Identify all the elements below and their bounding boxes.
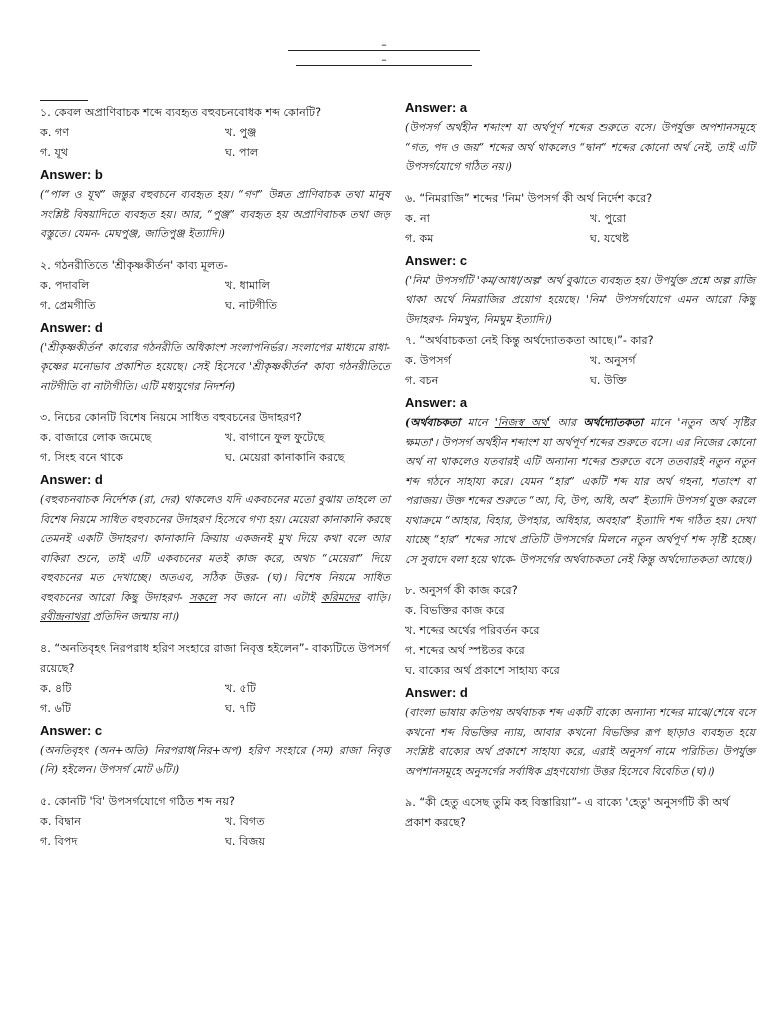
question-text: ৬. “নিমরাজি” শব্দের 'নিম' উপসর্গ কী অর্থ নির্দেশ করে? xyxy=(405,191,653,205)
option: ঘ. বিজয় xyxy=(225,834,266,848)
option: খ. অনুসর্গ xyxy=(590,354,636,367)
option: ঘ. পাল xyxy=(225,146,259,159)
options-grid xyxy=(405,351,755,391)
explanation xyxy=(40,490,390,627)
option: ক. বিদ্বান xyxy=(40,814,81,828)
underlined-phrase: 'নিজস্ব অর্থ' xyxy=(494,416,551,429)
explanation xyxy=(405,413,755,569)
question-block xyxy=(405,581,755,781)
option: গ. সিংহ বনে থাকে xyxy=(40,451,124,464)
question-text: ১. কেবল অপ্রাণিবাচক শব্দে ব্যবহৃত বহুবচনবোধক শব্দ কোনটি? xyxy=(40,106,322,119)
option: ঘ. যথেষ্ট xyxy=(590,231,629,245)
explanation: (উপসর্গ অর্থহীন শব্দাংশ যা অর্থপূর্ণ শব্দের শুরুতে বসে। উপর্যুক্ত অপশানসমূহে “গত, পদ ও জয়” শব্দের অর্থ থাকলেও “দ্বান” শব্দের কোনো অর্থ নেই, তাই এটি উপসর্গযোগে গঠিত নয়।) xyxy=(405,121,755,173)
option: খ. শব্দের অর্থের পরিবর্তন করে xyxy=(405,624,540,637)
explanation: ('নিম' উপসর্গটি 'কম/আধা/অল্প' অর্থ বুঝাতে ব্যবহৃত হয়। উপর্যুক্ত প্রশ্নে অল্প রাজি থাকা অর্থে নিমরাজির প্রয়োগ হয়েছে। 'নিম' উপসর্গযোগে এমন আরো কিছু উদাহরণ- নিমখুন, নিমঘুম ইত্যাদি।) xyxy=(405,273,755,326)
option: খ. পুঞ্জ xyxy=(225,126,257,139)
header-dash: – xyxy=(381,38,387,51)
option: ঘ. মেয়েরা কানাকানি করছে xyxy=(225,451,345,464)
answer-label: Answer: d xyxy=(40,319,103,335)
answer-label: Answer: d xyxy=(40,472,103,487)
bold-term: (অর্থবাচকতা xyxy=(405,416,461,429)
underlined-word: সকলে xyxy=(189,590,217,604)
option: গ. ৬টি xyxy=(40,701,72,715)
options-grid xyxy=(40,812,390,852)
question-text: ৪. “অনতিবৃহৎ নিরপরাধ হরিণ সংহারে রাজা নিবৃত্ত হইলেন”- বাক্যটিতে উপসর্গ রয়েছে? xyxy=(40,641,390,675)
option: গ. বচন xyxy=(405,374,439,387)
option: ঘ. উক্তি xyxy=(590,374,627,387)
page-header xyxy=(288,40,480,66)
left-column xyxy=(40,100,390,852)
question-block xyxy=(40,792,390,852)
question-block xyxy=(405,331,755,569)
question-text: ৩. নিচের কোনটি বিশেষ নিয়মে সাধিত বহুবচনের উদাহরণ? xyxy=(40,411,302,424)
option: ক. পদাবলি xyxy=(40,278,90,292)
answer-label: Answer: b xyxy=(40,167,103,182)
options-list xyxy=(405,601,755,681)
question-block xyxy=(40,408,390,627)
option: গ. প্রেমগীতি xyxy=(40,298,96,312)
option: ক. বাজারে লোক জমেছে xyxy=(40,431,152,444)
answer-label: Answer: d xyxy=(405,685,468,700)
options-grid xyxy=(40,276,390,316)
explanation-part: মানে 'নতুন অর্থ সৃষ্টির ক্ষমতা'। উপসর্গ অর্থহীন শব্দাংশ যা অর্থপূর্ণ শব্দের শুরুতে বসে। এর নিজের কোনো অর্থ না থাকলেও যতবারই এটি অন্যান্য শব্দের শুরুতে বসে ততবারই নতুন নতুন শব্দ গঠনে সাহায্য করে। যেমন “হার” একটি শব্দ যার অর্থ গহনা, শতাংশ বা পরাজয়। উক্ত শব্দের শুরুতে “আ, বি, উপ, অধি, অব” ইত্যাদি উপসর্গ যুক্ত করলে যথাক্রমে “আহার, বিহার, উপহার, অধিহার, অবহার” ইত্যাদি শব্দ গঠিত হয়। দেখা যাচ্ছে “হার” শব্দের সাথে প্রতিটি উপসর্গের মিলনে নতুন অর্থপূর্ণ শব্দ সৃষ্টি হচ্ছে। সে সুবাদে বলা হয়ে থাকে- উপসর্গের অর্থবাচকতা নেই কিন্তু অর্থদ্যোতকতা আছে।) xyxy=(405,416,755,566)
divider xyxy=(40,100,88,101)
option: খ. বিগত xyxy=(225,814,265,828)
header-dash: – xyxy=(381,53,387,66)
option: ঘ. নাটগীতি xyxy=(225,298,278,312)
explanation-part: বাড়ি। xyxy=(359,590,391,604)
option: ঘ. বাক্যের অর্থ প্রকাশে সাহায্য করে xyxy=(405,664,560,677)
question-text: ২. গঠনরীতিতে 'শ্রীকৃষ্ণকীর্তন' কাব্য মূলত- xyxy=(40,258,228,272)
options-grid xyxy=(405,209,755,249)
answer-label: Answer: a xyxy=(405,100,468,115)
explanation: (বাংলা ভাষায় কতিপয় অর্থবাচক শব্দ একটি বাক্যে অন্যান্য শব্দের মাঝে/শেষে বসে কখনো শব্দ বিভক্তির ন্যায়, আবার কখনো বিভক্তির রূপ ছাড়াও ব্যবহৃত হয়ে সংশ্লিষ্ট বাক্যের অর্থ প্রকাশে সাহায্য করে, এরাই অনুসর্গ নামে পরিচিত। উপর্যুক্ত অপশানসমূহে অনুসর্গের সর্বাধিক গ্রহণযোগ্য উত্তর হিসেবে বিবেচিত (ঘ)।) xyxy=(405,706,755,778)
question-text: ৭. “অর্থবাচকতা নেই কিন্তু অর্থদ্যোতকতা আছে।”- কার? xyxy=(405,334,654,347)
answer-label: Answer: c xyxy=(40,722,103,738)
option: খ. বাগানে ফুল ফুটেছে xyxy=(225,431,325,444)
answer-label: Answer: c xyxy=(405,252,468,268)
explanation-part: সব জানে না। এটাই xyxy=(216,590,322,604)
option: ক. ৪টি xyxy=(40,681,72,695)
option: খ. ধামালি xyxy=(225,278,270,292)
underlined-word: করিমদের xyxy=(321,590,360,604)
option: ক. উপসর্গ xyxy=(405,354,451,367)
option: গ. বিপদ xyxy=(40,834,78,848)
answer-block xyxy=(405,98,755,177)
option: গ. যূথ xyxy=(40,146,69,159)
option: খ. ৫টি xyxy=(225,681,257,695)
question-text: ৫. কোনটি 'বি' উপসর্গযোগে গঠিত শব্দ নয়? xyxy=(40,794,235,808)
question-block xyxy=(40,256,390,397)
option: ঘ. ৭টি xyxy=(225,701,256,715)
option: গ. কম xyxy=(405,231,434,245)
explanation-part: প্রতিদিন জন্মায় না।) xyxy=(89,610,180,623)
option: ক. না xyxy=(405,211,430,225)
explanation: (“পাল ও যূথ” জন্তুর বহুবচনে ব্যবহৃত হয়। “গণ” উন্নত প্রাণিবাচক তথা মানুষ সংশ্লিষ্ট বিষয়াদিতে ব্যবহৃত হয়। আর, “পুঞ্জ” ব্যবহৃত হয় অপ্রাণিবাচক তথা জড় বস্তুতে। যেমন- মেঘপুঞ্জ, জাতিপুঞ্জ ইত্যাদি।) xyxy=(40,188,390,240)
question-text: ৯. “কী হেতু এসেছ তুমি কহ বিস্তারিয়া”- এ বাক্যে 'হেতু' অনুসর্গটি কী অর্থ প্রকাশ করছে? xyxy=(405,796,730,829)
answer-label: Answer: a xyxy=(405,395,468,410)
right-column xyxy=(405,96,755,833)
explanation-part: (বহুবচনবাচক নির্দেশক (রা, দের) থাকলেও যদি একবচনের মতো বুঝায় তাহলে তা বিশেষ নিয়মে সাধিত বহুবচনের উদাহরণ হিসেবে গণ্য হয়। মেয়েরা কানাকানি করছে তেমনই একটি উদাহরণ। কানাকানি ক্রিয়ায় একজনই মুখ দিয়ে কথা বলে আর বাকিরা শুনে, তাই এটি একবচনের মতই কাজ করে, অথচ “মেয়েরা” দিয়ে বহুবচনের মত দেখাচ্ছে। অতএব, সঠিক উত্তর- (ঘ)। বিশেষ নিয়মে সাধিত বহুবচনের আরো কিছু উদাহরণ- xyxy=(40,493,390,604)
question-text: ৮. অনুসর্গ কী কাজ করে? xyxy=(405,584,518,597)
question-block xyxy=(405,793,755,833)
question-block xyxy=(40,639,390,780)
option: গ. শব্দের অর্থ স্পষ্টতর করে xyxy=(405,644,525,657)
question-block xyxy=(405,189,755,330)
option: ক. গণ xyxy=(40,126,70,139)
underlined-word: রবীন্দ্রনাথরা xyxy=(40,610,90,623)
option: খ. পুরো xyxy=(590,211,626,225)
question-block xyxy=(40,103,390,244)
option: ক. বিভক্তির কাজ করে xyxy=(405,604,505,617)
explanation: (অনতিবৃহৎ (অন+অতি) নিরপরাধ(নির+অপ) হরিণ সংহারে (সম) রাজা নিবৃত্ত (নি) হইলেন। উপসর্গ মোট ৬টি।) xyxy=(40,743,390,776)
explanation: ('শ্রীকৃষ্ণকীর্তন' কাব্যের গঠনরীতি অধিকাংশ সংলাপনির্ভর। সংলাপের মাধ্যমে রাধা-কৃষ্ণের মনোভাব প্রকাশিত হয়েছে। সেই হিসেবে 'শ্রীকৃষ্ণকীর্তন' কাব্য গঠনরীতিতে নাটগীতি বা নাট্যগীতি। এটি মধ্যযুগের নিদর্শন) xyxy=(40,340,390,393)
options-grid xyxy=(40,123,390,163)
options-grid xyxy=(40,679,390,719)
options-grid xyxy=(40,428,390,468)
explanation-part: মানে xyxy=(460,416,495,429)
explanation-part: আর xyxy=(550,416,584,429)
bold-term: অর্থদ্যোতকতা xyxy=(583,416,643,429)
